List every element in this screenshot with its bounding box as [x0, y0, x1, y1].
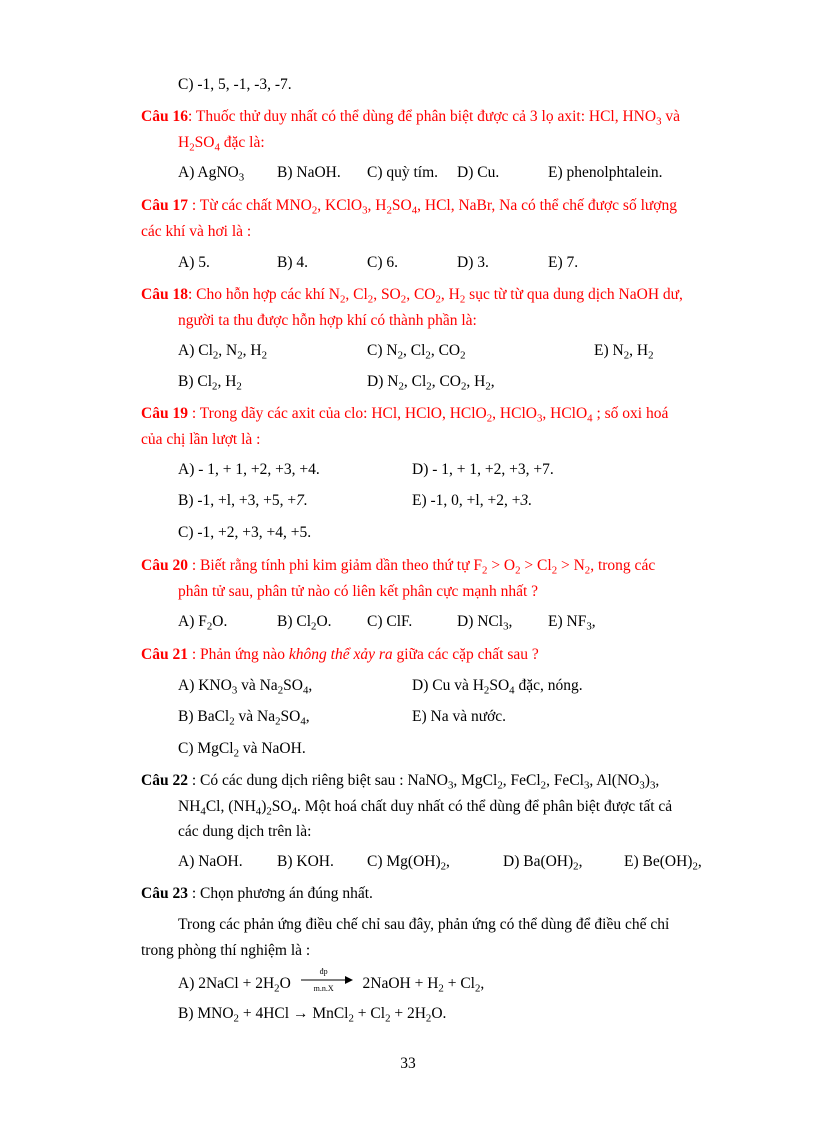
q19-option-e: E) -1, 0, +l, +2, +3.: [412, 492, 533, 509]
q18-option-a: A) $Cl_2$, $N_2$, $H_2$: [178, 342, 268, 362]
q15-option-c: C) -1, 5, -1, -3, -7.: [178, 76, 292, 93]
q17-option-d: D) 3.: [457, 254, 489, 271]
q18-option-e: E) $N_2$, $H_2$: [594, 342, 654, 362]
q20-line1: Câu 20 : Biết rằng tính phi kim giảm dần theo thứ tự $F_2 > O_2 > Cl_2 > N_2$, trong các: [141, 557, 656, 577]
q16-option-a: A) AgNO$_3$: [178, 164, 245, 184]
q20-option-a: A) $F_2O$.: [178, 613, 228, 633]
q19-option-c: C) -1, +2, +3, +4, +5.: [178, 524, 312, 541]
question-label: Câu 19: [141, 405, 188, 422]
q21-option-b: B) BaCl$_2$ và $Na_2SO_4$,: [178, 708, 310, 728]
question-label: Câu 20: [141, 557, 188, 574]
q22-option-d: D) $Ba(OH)_2$,: [503, 853, 583, 873]
question-label: Câu 21: [141, 646, 188, 663]
q17-line1: Câu 17 : Từ các chất $MNO_2$, KClO$_3$, $H_2SO_4$, HCl, NaBr, Na có thể chế được số lượng: [141, 197, 677, 217]
q21-option-c: C) MgCl$_2$ và NaOH.: [178, 740, 306, 760]
q23-line1: Câu 23 : Chọn phương án đúng nhất.: [141, 885, 373, 902]
q17-option-b: B) 4.: [277, 254, 308, 271]
q18-line1: Câu 18: Cho hỗn hợp các khí $N_2$, $Cl_2$, $SO_2$, $CO_2$, $H_2$ sục từ từ qua dung dịch NaOH dư,: [141, 286, 683, 306]
q16-line2: $H_2SO_4$ đặc là:: [178, 134, 265, 154]
q20-line2: phân tử sau, phân tử nào có liên kết phân cực mạnh nhất ?: [178, 583, 539, 600]
q16-option-e: E) phenolphtalein.: [548, 164, 663, 181]
q21-line1: Câu 21 : Phản ứng nào không thể xảy ra giữa các cặp chất sau ?: [141, 646, 539, 663]
q17-option-c: C) 6.: [367, 254, 398, 271]
q23-option-a: A) 2NaCl + $2H_2O$ đp m.n.X 2NaOH + $H_2 + Cl_2$,: [178, 967, 485, 995]
q18-option-d: D) $N_2$, $Cl_2$, $CO_2$, $H_2$,: [367, 373, 495, 393]
q19-option-d: D) - 1, + 1, +2, +3, +7.: [412, 461, 554, 478]
q18-line2: người ta thu được hỗn hợp khí có thành phần là:: [178, 312, 477, 329]
electrolysis-arrow: đp m.n.X: [301, 973, 353, 991]
q18-option-c: C) $N_2$, $Cl_2$, $CO_2$: [367, 342, 466, 362]
q22-option-c: C) $Mg(OH)_2$,: [367, 853, 450, 873]
q20-option-d: D) NCl$_3$,: [457, 613, 513, 633]
q16-option-d: D) Cu.: [457, 164, 500, 181]
q16-option-c: C) quỳ tím.: [367, 164, 439, 181]
q22-option-a: A) NaOH.: [178, 853, 243, 870]
q20-option-e: E) $NF_3$,: [548, 613, 596, 633]
q17-option-e: E) 7.: [548, 254, 579, 271]
question-label: Câu 22: [141, 772, 188, 789]
q23-para-line1: Trong các phản ứng điều chế chỉ sau đây, phản ứng có thể dùng để điều chế chỉ: [178, 916, 670, 933]
q16-option-b: B) NaOH.: [277, 164, 341, 181]
q23-para-line2: trong phòng thí nghiệm là :: [141, 942, 311, 959]
q21-option-d: D) Cu và $H_2SO_4$ đặc, nóng.: [412, 677, 583, 697]
q20-option-c: C) ClF.: [367, 613, 413, 630]
q22-option-e: E) $Be(OH)_2$,: [624, 853, 702, 873]
q21-option-a: A) $KNO_3$ và $Na_2SO_4$,: [178, 677, 313, 697]
q22-line1: Câu 22 : Có các dung dịch riêng biệt sau : NaNO$_3$, MgCl$_2$, FeCl$_2$, FeCl$_3$, $Al(NO_3)_3$,: [141, 772, 660, 792]
q19-line1: Câu 19 : Trong dãy các axit của clo: HCl, HClO, HClO$_2$, HClO$_3$, HClO$_4$ ; số oxi hoá: [141, 405, 669, 425]
question-label: Câu 16: [141, 108, 188, 125]
q16-line1: Câu 16: Thuốc thử duy nhất có thể dùng để phân biệt được cả 3 lọ axit: HCl, $HNO_3$ và: [141, 108, 680, 128]
q20-option-b: B) $Cl_2O$.: [277, 613, 332, 633]
q19-option-b: B) -1, +l, +3, +5, +7.: [178, 492, 308, 509]
q22-line2: $NH_4Cl$, $(NH_4)_2SO_4$. Một hoá chất duy nhất có thể dùng để phân biệt được tất cả: [178, 798, 673, 818]
question-label: Câu 23: [141, 885, 188, 902]
page-number: 33: [400, 1055, 416, 1072]
q23-option-b: B) $MNO_2 + 4HCl$ → MnCl$_2$ + $Cl_2 + 2H_2O$.: [178, 1005, 447, 1025]
q19-option-a: A) - 1, + 1, +2, +3, +4.: [178, 461, 320, 478]
q18-option-b: B) $Cl_2$, $H_2$: [178, 373, 242, 393]
arrow-icon: →: [292, 1005, 309, 1022]
q22-line3: các dung dịch trên là:: [178, 823, 312, 840]
q19-line2: của chị lần lượt là :: [141, 431, 261, 448]
q22-option-b: B) KOH.: [277, 853, 334, 870]
q17-option-a: A) 5.: [178, 254, 210, 271]
question-label: Câu 18: [141, 286, 188, 303]
q17-line2: các khí và hơi là :: [141, 223, 252, 240]
q21-option-e: E) Na và nước.: [412, 708, 507, 725]
question-label: Câu 17: [141, 197, 188, 214]
